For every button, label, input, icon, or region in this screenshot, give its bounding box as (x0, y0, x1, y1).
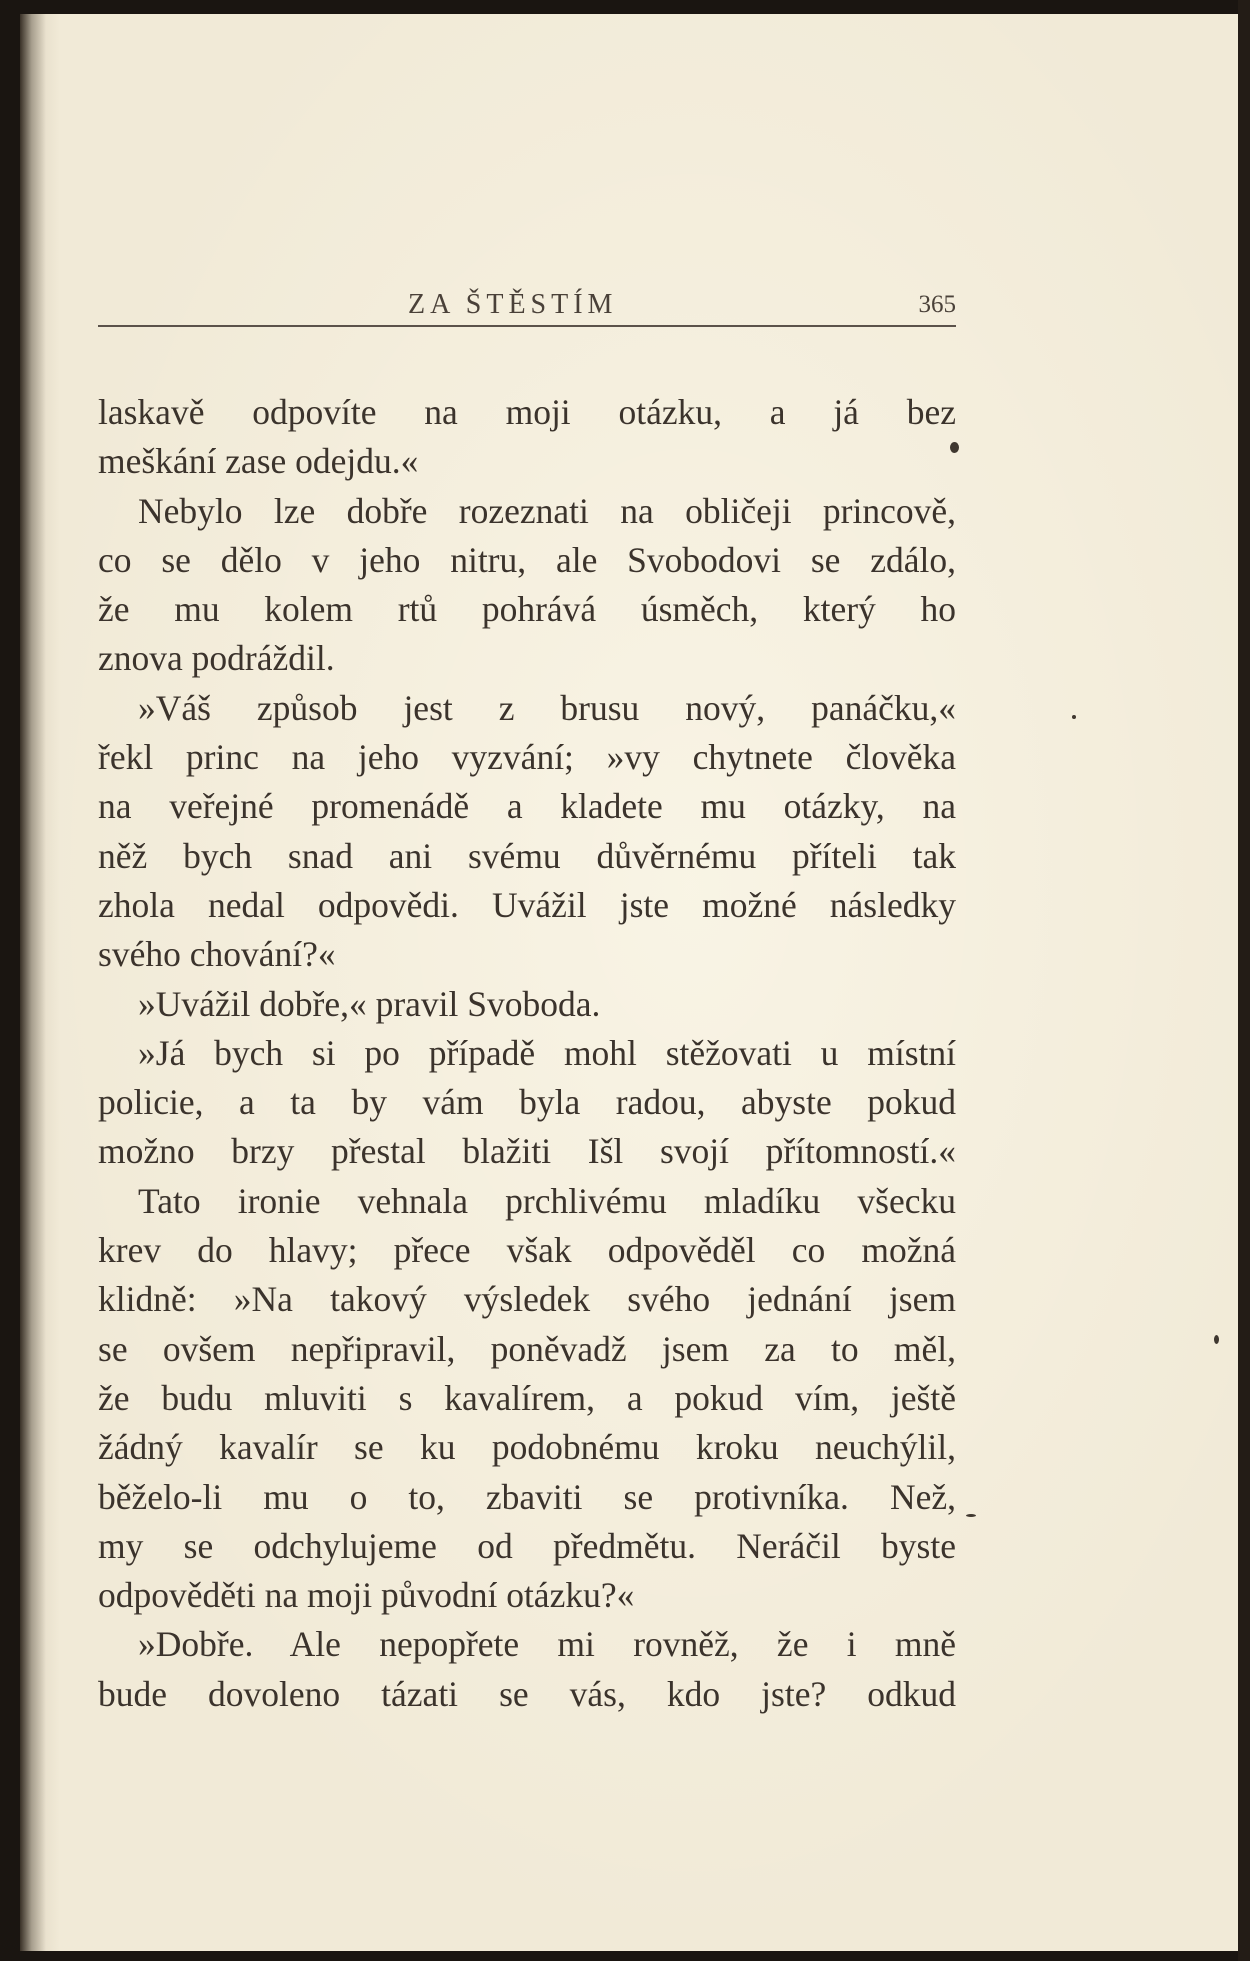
text-line: zhola nedal odpovědi. Uvážil jste možné následky (98, 884, 956, 925)
page-number: 365 (918, 291, 956, 318)
page-body-text (98, 388, 956, 1719)
text-line: bude dovoleno tázati se vás, kdo jste? odkud (98, 1673, 956, 1714)
text-line: svého chování?« (98, 934, 336, 975)
text-line: »Já bych si po případě mohl stěžovati u místní (138, 1032, 956, 1073)
text-line: »Dobře. Ale nepopřete mi rovněž, že i mně (138, 1624, 956, 1665)
text-line: něž bych snad ani svému důvěrnému příteli tak (98, 835, 956, 876)
text-line: Tato ironie vehnala prchlivému mladíku všecku (138, 1180, 956, 1221)
text-line: policie, a ta by vám byla radou, abyste pokud (98, 1082, 956, 1123)
text-line: na veřejné promenádě a kladete mu otázky, na (98, 786, 956, 827)
text-line: meškání zase odejdu.« (98, 441, 419, 482)
text-line: možno brzy přestal blažiti Išl svojí přítomností.« (98, 1131, 956, 1172)
text-line: žádný kavalír se ku podobnému kroku neuchýlil, (98, 1427, 956, 1468)
text-line: »Váš způsob jest z brusu nový, panáčku,« (138, 687, 956, 728)
text-line: my se odchylujeme od předmětu. Neráčil byste (98, 1525, 956, 1566)
ink-speck (1072, 715, 1076, 719)
ink-speck (950, 442, 959, 453)
binding-gutter (20, 14, 46, 1951)
text-line: Nebylo lze dobře rozeznati na obličeji princově, (138, 490, 956, 531)
text-line: odpověděti na moji původní otázku?« (98, 1575, 635, 1616)
text-line: krev do hlavy; přece však odpověděl co možná (98, 1230, 956, 1271)
running-title: ZA ŠTĚSTÍM (408, 289, 618, 320)
text-line: znova podráždil. (98, 638, 335, 679)
text-line: klidně: »Na takový výsledek svého jednání jsem (98, 1279, 956, 1320)
page-edge (1238, 0, 1250, 1961)
text-line: laskavě odpovíte na moji otázku, a já bez (98, 392, 956, 432)
ink-speck (966, 1514, 976, 1517)
text-line: »Uvážil dobře,« pravil Svoboda. (138, 983, 601, 1024)
text-line: že mu kolem rtů pohrává úsměch, který ho (98, 589, 956, 630)
text-line: běželo-li mu o to, zbaviti se protivníka. Než, (98, 1476, 956, 1517)
ink-speck (1214, 1335, 1219, 1344)
text-line: co se dělo v jeho nitru, ale Svobodovi se zdálo, (98, 539, 956, 580)
text-line: že budu mluviti s kavalírem, a pokud vím, ještě (98, 1377, 956, 1418)
text-line: se ovšem nepřipravil, poněvadž jsem za to měl, (98, 1328, 956, 1369)
text-line: řekl princ na jeho vyzvání; »vy chytnete člověka (98, 737, 956, 778)
running-header (98, 285, 956, 327)
